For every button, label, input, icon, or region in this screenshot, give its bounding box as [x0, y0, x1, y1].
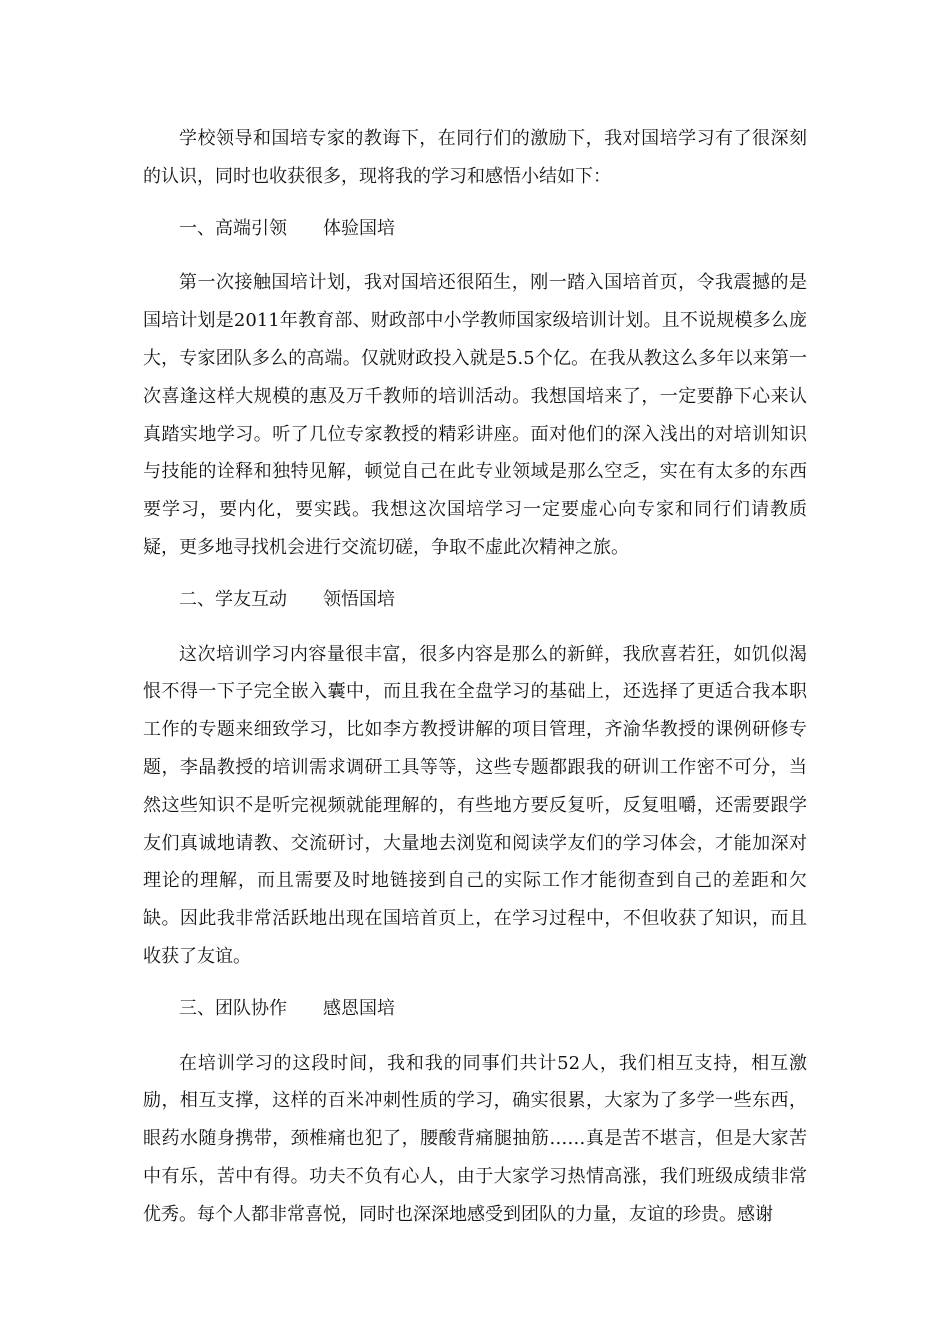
- section-3-paragraph: 在培训学习的这段时间，我和我的同事们共计52人，我们相互支持，相互激励，相互支撑，这样的百米冲刺性质的学习，确实很累，大家为了多学一些东西，眼药水随身携带，颈椎痛也犯了，腰酸背痛腿抽筋……真是苦不堪言，但是大家苦中有乐，苦中有得。功夫不负有心人，由于大家学习热情高涨，我们班级成绩非常优秀。每个人都非常喜悦，同时也深深地感受到团队的力量，友谊的珍贵。感谢: [143, 1052, 807, 1225]
- document-body: [143, 120, 807, 1248]
- section-1-paragraph: 第一次接触国培计划，我对国培还很陌生，刚一踏入国培首页，令我震撼的是国培计划是2011年教育部、财政部中小学教师国家级培训计划。且不说规模多么庞大，专家团队多么的高端。仅就财政投入就是5.5个亿。在我从教这么多年以来第一次喜逢这样大规模的惠及万千教师的培训活动。我想国培来了，一定要静下心来认真踏实地学习。听了几位专家教授的精彩讲座。面对他们的深入浅出的对培训知识与技能的诠释和独特见解，顿觉自己在此专业领域是那么空乏，实在有太多的东西要学习，要内化，要实践。我想这次国培学习一定要虚心向专家和同行们请教质疑，更多地寻找机会进行交流切磋，争取不虚此次精神之旅。: [143, 272, 807, 558]
- section-2-paragraph: 这次培训学习内容量很丰富，很多内容是那么的新鲜，我欣喜若狂，如饥似渴恨不得一下子完全嵌入囊中，而且我在全盘学习的基础上，还选择了更适合我本职工作的专题来细致学习，比如李方教授讲解的项目管理，齐渝华教授的课例研修专题，李晶教授的培训需求调研工具等等，这些专题都跟我的研训工作密不可分，当然这些知识不是听完视频就能理解的，有些地方要反复听，反复咀嚼，还需要跟学友们真诚地请教、交流研讨，大量地去浏览和阅读学友们的学习体会，才能加深对理论的理解，而且需要及时地链接到自己的实际工作才能彻查到自己的差距和欠缺。因此我非常活跃地出现在国培首页上，在学习过程中，不但收获了知识，而且收获了友谊。: [143, 643, 807, 967]
- section-2-heading-title: 领悟国培: [323, 588, 395, 610]
- section-1-heading-number: 一、高端引领: [179, 217, 287, 239]
- section-1-heading-title: 体验国培: [323, 217, 395, 239]
- section-2-heading-number: 二、学友互动: [179, 588, 287, 610]
- intro-paragraph: 学校领导和国培专家的教诲下，在同行们的激励下，我对国培学习有了很深刻的认识，同时也收获很多，现将我的学习和感悟小结如下：: [143, 128, 807, 187]
- section-2-heading: [143, 581, 807, 619]
- section-3-heading-title: 感恩国培: [323, 997, 395, 1019]
- section-3-heading-number: 三、团队协作: [179, 997, 287, 1019]
- section-3-heading: [143, 990, 807, 1028]
- section-1-heading: [143, 210, 807, 248]
